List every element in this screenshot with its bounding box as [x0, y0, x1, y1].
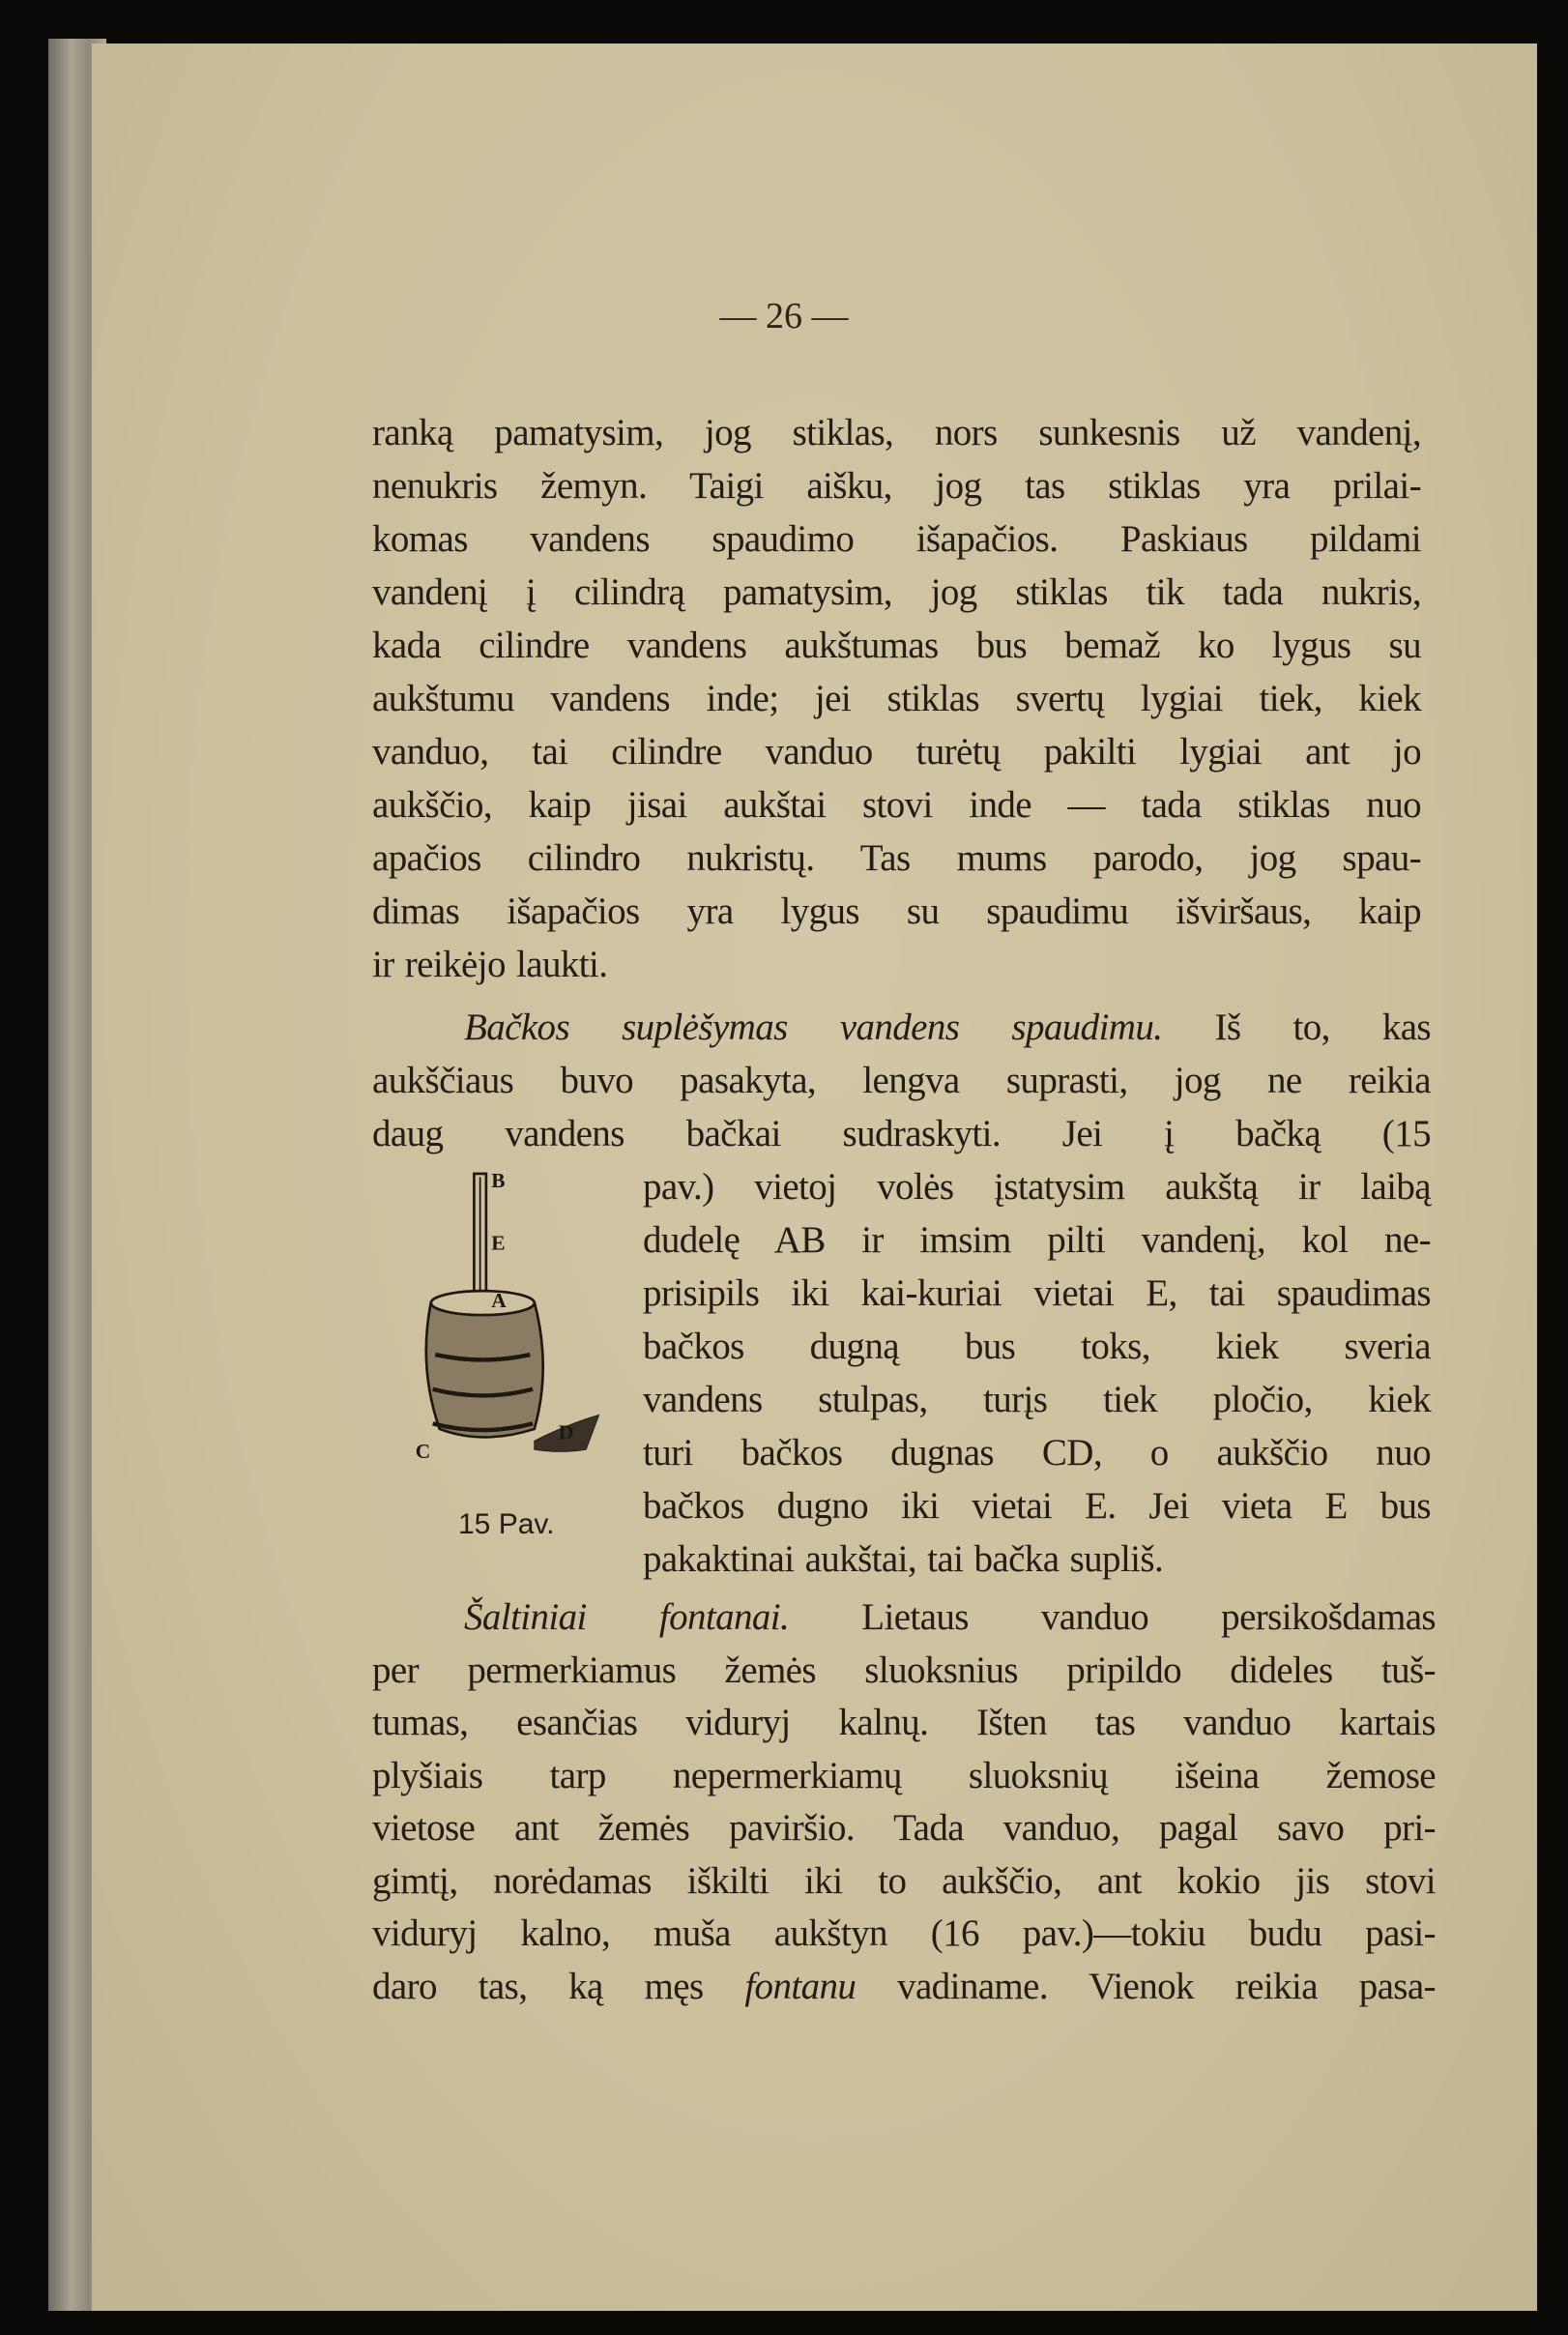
text-line — [643, 1325, 1431, 1369]
label-e: E — [491, 1231, 506, 1255]
text-segment: vandens stulpas, turįs tiek pločio, kiek — [643, 1379, 1431, 1420]
text-segment: ranką pamatysim, jog stiklas, nors sunkesnis už vandenį, — [372, 412, 1421, 453]
text-segment: vanduo, tai cilindre vanduo turėtų pakilti lygiai ant jo — [372, 731, 1421, 773]
text-segment: bačkos dugno iki vietai E. Jei vieta E bus — [643, 1485, 1431, 1527]
text-segment: dimas išapačios yra lygus su spaudimu išviršaus, kaip — [372, 890, 1421, 932]
text-line — [464, 1595, 1436, 1640]
text-segment: nenukris žemyn. Taigi aišku, jog tas stiklas yra prilai- — [372, 465, 1421, 507]
text-line — [372, 517, 1421, 562]
text-segment: aukščiaus buvo pasakyta, lengva suprasti, jog ne reikia — [372, 1060, 1431, 1101]
text-segment: kada cilindre vandens aukštumas bus bemaž ko lygus su — [372, 625, 1421, 666]
text-segment: daro tas, ką męs — [372, 1965, 745, 2007]
text-line — [643, 1271, 1431, 1316]
text-segment: prisipils iki kai-kuriai vietai E, tai spaudimas — [643, 1272, 1431, 1314]
italic-phrase: Bačkos suplėšymas vandens spaudimu. — [464, 1007, 1163, 1048]
text-segment: vadiname. Vienok reikia pasa- — [856, 1965, 1436, 2007]
text-line — [372, 464, 1421, 509]
text-segment: vandenį į cilindrą pamatysim, jog stiklas tik tada nukris, — [372, 571, 1421, 613]
text-line — [372, 624, 1421, 668]
text-line — [372, 1754, 1436, 1798]
text-segment: Lietaus vanduo persikošdamas — [789, 1596, 1436, 1638]
label-d: D — [558, 1420, 574, 1445]
italic-phrase: fontanu — [744, 1965, 857, 2007]
text-segment: turi bačkos dugnas CD, o aukščio nuo — [643, 1432, 1431, 1474]
text-line — [372, 1701, 1436, 1745]
text-segment: bačkos dugną bus toks, kiek sveria — [643, 1326, 1431, 1367]
text-segment: vietose ant žemės paviršio. Tada vanduo, pagal savo pri- — [372, 1807, 1436, 1849]
text-line — [372, 411, 1421, 455]
text-segment: daug vandens bačkai sudraskyti. Jei į bačką (15 — [372, 1113, 1431, 1154]
text-line — [372, 677, 1421, 721]
text-line — [372, 1806, 1436, 1851]
text-line — [372, 1059, 1431, 1103]
text-line — [372, 1859, 1436, 1904]
text-line — [372, 836, 1421, 881]
text-line — [372, 570, 1421, 615]
text-segment: komas vandens spaudimo išapačios. Paskiaus pildami — [372, 518, 1421, 560]
text-segment: dudelę AB ir imsim pilti vandenį, kol ne- — [643, 1219, 1431, 1261]
text-line — [643, 1218, 1431, 1263]
text-line — [372, 1912, 1436, 1956]
text-line — [643, 1431, 1431, 1475]
text-segment: pav.) vietoj volės įstatysim aukštą ir laibą — [643, 1166, 1431, 1208]
text-segment: plyšiais tarp nepermerkiamų sluoksnių išeina žemose — [372, 1754, 1436, 1796]
label-b: B — [491, 1169, 506, 1193]
text-segment: viduryj kalno, muša aukštyn (16 pav.)—tokiu budu pasi- — [372, 1912, 1436, 1954]
text-line — [372, 730, 1421, 774]
text-segment: ir reikėjo laukti. — [372, 944, 608, 985]
text-line — [643, 1165, 1431, 1210]
text-segment: per permerkiamus žemės sluoksnius pripildo dideles tuš- — [372, 1649, 1436, 1691]
barrel-figure — [414, 1165, 612, 1484]
text-segment: apačios cilindro nukristų. Tas mums parodo, jog spau- — [372, 837, 1421, 879]
text-line — [643, 1484, 1431, 1529]
italic-phrase: Šaltiniai fontanai. — [464, 1596, 790, 1638]
text-line — [643, 1537, 1431, 1582]
text-segment: aukštumu vandens inde; jei stiklas svertų lygiai tiek, kiek — [372, 678, 1421, 719]
text-line — [372, 783, 1421, 828]
text-line — [372, 1112, 1431, 1156]
text-segment: pakaktinai aukštai, tai bačka supliš. — [643, 1538, 1164, 1580]
text-line — [464, 1006, 1431, 1050]
text-line — [372, 890, 1421, 934]
text-segment: tumas, esančias viduryj kalnų. Išten tas vanduo kartais — [372, 1702, 1436, 1743]
text-segment: gimtį, norėdamas iškilti iki to aukščio, ant kokio jis stovi — [372, 1859, 1436, 1902]
text-line — [372, 1965, 1436, 2009]
text-line — [372, 1649, 1436, 1693]
text-line — [372, 943, 1421, 987]
text-segment: aukščio, kaip jisai aukštai stovi inde — tada stiklas nuo — [372, 784, 1421, 826]
label-c: C — [415, 1440, 431, 1464]
figure-caption: 15 Pav. — [458, 1508, 555, 1540]
page-number: — 26 — — [719, 296, 849, 336]
label-a: A — [491, 1289, 507, 1313]
text-segment: Iš to, kas — [1162, 1007, 1432, 1048]
text-line — [643, 1378, 1431, 1422]
